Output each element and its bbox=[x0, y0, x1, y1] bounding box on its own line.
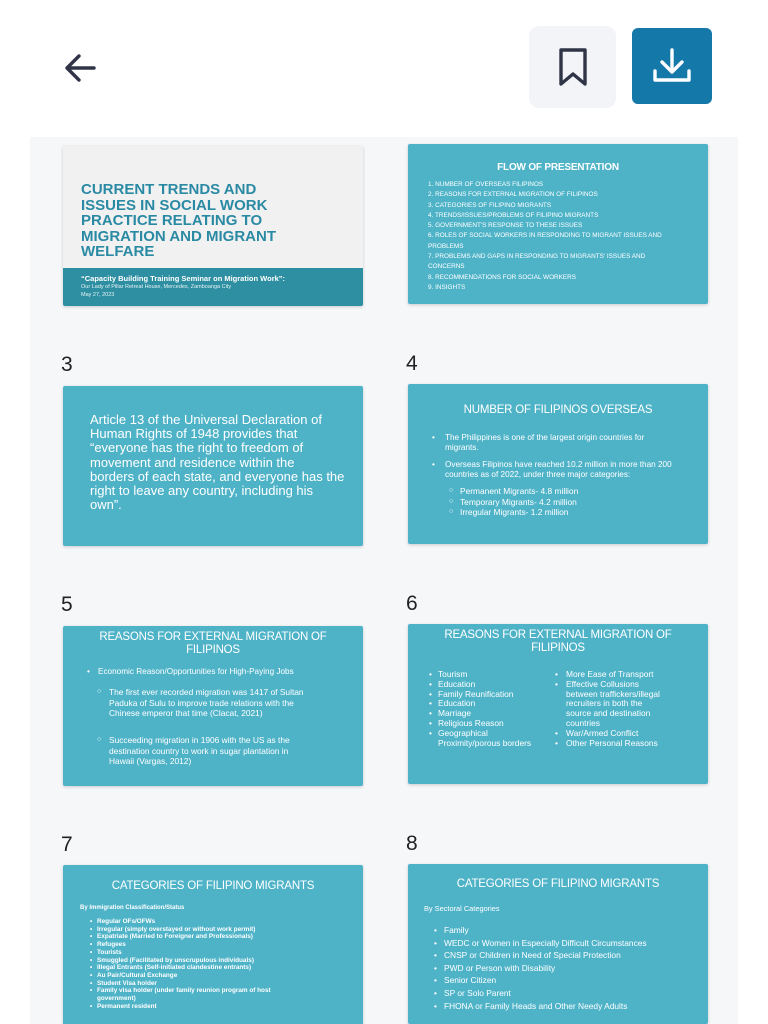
slide-title: CATEGORIES OF FILIPINO MIGRANTS bbox=[111, 880, 315, 892]
body-line: own”. bbox=[90, 497, 122, 513]
outline-item: 1. NUMBER OF OVERSEAS FILIPINOS bbox=[428, 181, 544, 188]
reason-item: source and destination bbox=[566, 708, 651, 719]
sector-item: WEDC or Women in Especially Difficult Circumstances bbox=[444, 937, 647, 948]
sub-item: Irregular Migrants- 1.2 million bbox=[460, 507, 569, 517]
bullet-line: Economic Reason/Opportunities for High-Paying Jobs bbox=[98, 667, 294, 676]
slide-thumbnail-4[interactable] bbox=[408, 384, 708, 544]
category-item: government) bbox=[97, 995, 136, 1003]
bullet-line: migrants. bbox=[445, 443, 479, 452]
reason-item: countries bbox=[566, 717, 600, 728]
slide-thumbnail-grid bbox=[30, 137, 738, 1024]
reason-item: Other Personal Reasons bbox=[566, 737, 658, 748]
body-line: Article 13 of the Universal Declaration of bbox=[90, 412, 322, 427]
reason-item: Proximity/porous borders bbox=[438, 737, 532, 748]
sector-item: PWD or Person with Disability bbox=[444, 962, 556, 973]
outline-item: 8. RECOMMENDATIONS FOR SOCIAL WORKERS bbox=[428, 273, 577, 281]
body-line: Human Rights of 1948 provides that bbox=[90, 426, 298, 442]
back-button[interactable] bbox=[58, 46, 102, 90]
category-item: Regular OFs/OFWs bbox=[97, 918, 156, 925]
presentation-outline bbox=[428, 180, 662, 293]
outline-item: 6. ROLES OF SOCIAL WORKERS IN RESPONDING TO MIGRANT ISSUES AND bbox=[428, 232, 662, 240]
slide-title bbox=[408, 629, 708, 655]
reasons-left-column: • Tourism • Education • Family Reunification • Education • Marriage • Religious Reason • Geographical Proximity/porous borders bbox=[429, 669, 532, 748]
seminar-date: May 27, 2023 bbox=[81, 292, 115, 298]
title-line: PRACTICE RELATING TO bbox=[81, 212, 263, 229]
title-line: FILIPINOS bbox=[186, 644, 240, 656]
reason-item: Religious Reason bbox=[438, 717, 504, 728]
reason-item: More Ease of Transport bbox=[566, 669, 654, 679]
category-list: • Regular OFs/OFWs • Irregular (simply overstayed or without work permit) • Expatriate (Married to Foreigner and Professionals) • Refugees • Tourists • Smuggled (Facilitated by unscrupulous individuals) • Illegal Entrants (Self-initiated clandestine entrants) • Au Pair/Cultural Exchange • Student Visa holder • Family visa holder (under family reunion program of host government) • Permanent resident bbox=[90, 918, 271, 1010]
reason-item: Geographical bbox=[438, 727, 488, 738]
slide-number-5: 5 bbox=[61, 593, 73, 616]
bullet-line: countries as of 2022, under three major categories: bbox=[445, 470, 631, 479]
category-item: Permanent resident bbox=[97, 1002, 157, 1010]
title-line: REASONS FOR EXTERNAL MIGRATION OF bbox=[444, 629, 672, 641]
body-line: borders of each state, and everyone has the bbox=[90, 468, 345, 484]
category-item: Family visa holder (under family reunion program of host bbox=[97, 987, 271, 995]
reasons-right-column: • More Ease of Transport • Effective Collusions between traffickers/illegal recruiters in both the source and destination countries • War/Armed Conflict • Other Personal Reasons bbox=[555, 669, 660, 748]
sub-line: Chinese emperor that time (Clacat, 2021) bbox=[109, 708, 263, 718]
sub-line: The first ever recorded migration was 1417 of Sultan bbox=[109, 687, 304, 697]
arrow-left-icon bbox=[63, 53, 97, 83]
top-toolbar bbox=[0, 0, 768, 136]
sector-item: SP or Solo Parent bbox=[444, 987, 511, 998]
reason-item: War/Armed Conflict bbox=[566, 727, 639, 738]
title-line: CURRENT TRENDS AND bbox=[81, 181, 257, 198]
outline-item: 5. GOVERNMENT'S RESPONSE TO THESE ISSUES bbox=[428, 222, 583, 230]
slide-body-text bbox=[90, 413, 352, 512]
reason-item: Effective Collusions bbox=[566, 678, 639, 689]
body-line: right to leave any country, including his bbox=[90, 483, 314, 499]
outline-item: 3. CATEGORIES OF FILIPINO MIGRANTS bbox=[428, 201, 552, 209]
bookmark-icon bbox=[557, 47, 589, 87]
reason-item: Marriage bbox=[438, 708, 472, 719]
reason-item: Tourism bbox=[438, 669, 468, 679]
bullet-line: Overseas Filipinos have reached 10.2 million in more than 200 bbox=[445, 460, 672, 469]
slide-title bbox=[81, 182, 351, 260]
slide-thumbnail-3[interactable] bbox=[63, 386, 363, 546]
category-item: Tourists bbox=[97, 948, 122, 956]
seminar-venue: Our Lady of Pillar Retreat House, Mercedes, Zamboanga City bbox=[81, 284, 232, 290]
reason-item: Family Reunification bbox=[438, 688, 514, 699]
slide-subtitle: By Immigration Classification/Status bbox=[80, 905, 185, 911]
category-item: Refugees bbox=[97, 941, 126, 949]
slide-number-4: 4 bbox=[406, 352, 418, 375]
category-item: Illegal Entrants (Self-initiated clandestine entrants) bbox=[97, 964, 252, 972]
body-line: movement and residence within the bbox=[90, 454, 295, 470]
download-icon bbox=[652, 47, 692, 85]
slide-number-6: 6 bbox=[406, 592, 418, 615]
reason-item: between traffickers/illegal bbox=[566, 688, 660, 699]
slide-thumbnail-8[interactable] bbox=[408, 864, 708, 1024]
slide-thumbnail-5[interactable] bbox=[63, 626, 363, 786]
category-item: Smuggled (Facilitated by unscrupulous individuals) bbox=[97, 956, 254, 964]
bookmark-button[interactable] bbox=[529, 26, 616, 108]
outline-item: 2. REASONS FOR EXTERNAL MIGRATION OF FILIPINOS bbox=[428, 191, 598, 199]
reason-item: recruiters in both the bbox=[566, 698, 643, 709]
title-line: FILIPINOS bbox=[531, 642, 585, 654]
sectoral-list: • Family • WEDC or Women in Especially Difficult Circumstances • CNSP or Children in Need of Special Protection • PWD or Person with Disability • Senior Citizen • SP or Solo Parent • FHONA or Family Heads and Other Needy Adults bbox=[434, 925, 647, 1011]
slide-bullet-list: • The Philippines is one of the largest origin countries for migrants. • Overseas Filipinos have reached 10.2 million in more than 200 countries as of 2022, under three major categories: ○ Permanent Migrants- 4.8 million ○ Temporary Migrants- 4.2 million ○ Irregular Migrants- 1.2 million bbox=[432, 433, 672, 517]
sector-item: Senior Citizen bbox=[444, 975, 497, 986]
slide-footer-band bbox=[63, 268, 363, 306]
slide-thumbnail-2[interactable] bbox=[408, 144, 708, 304]
sub-line: Paduka of Sulu to improve trade relations with the bbox=[109, 697, 294, 708]
slide-title bbox=[63, 631, 363, 657]
slide-thumbnail-6[interactable] bbox=[408, 624, 708, 784]
category-item: Student Visa holder bbox=[97, 979, 157, 987]
outline-item: CONCERNS bbox=[428, 263, 465, 271]
title-line: MIGRATION AND MIGRANT bbox=[81, 227, 276, 245]
title-line: REASONS FOR EXTERNAL MIGRATION OF bbox=[99, 631, 327, 643]
sub-item-2: ○ Succeeding migration in 1906 with the US as the destination country to work in sugar plantation in Hawaii (Vargas, 2012) bbox=[97, 735, 290, 766]
sub-line: destination country to work in sugar plantation in bbox=[109, 745, 289, 756]
sector-item: CNSP or Children in Need of Special Protection bbox=[444, 950, 621, 961]
slide-number-8: 8 bbox=[406, 832, 418, 855]
sub-item: Temporary Migrants- 4.2 million bbox=[460, 496, 577, 507]
bullet-line: The Philippines is one of the largest origin countries for bbox=[445, 433, 645, 442]
title-line: ISSUES IN SOCIAL WORK bbox=[81, 196, 268, 214]
reason-item: Education bbox=[438, 698, 476, 709]
slide-subtitle: By Sectoral Categories bbox=[424, 904, 500, 913]
sector-item: FHONA or Family Heads and Other Needy Adults bbox=[444, 1000, 628, 1011]
outline-item: 9. INSIGHTS bbox=[428, 283, 466, 291]
slide-number-7: 7 bbox=[61, 833, 73, 856]
sub-item-1: ○ The first ever recorded migration was 1417 of Sultan Paduka of Sulu to improve trade relations with the Chinese emperor that time (Clacat, 2021) bbox=[97, 687, 304, 718]
body-line: “everyone has the right to freedom of bbox=[90, 440, 304, 456]
sub-item: Permanent Migrants- 4.8 million bbox=[460, 486, 579, 496]
slide-thumbnail-1[interactable] bbox=[63, 146, 363, 306]
outline-item: PROBLEMS bbox=[428, 242, 464, 250]
reason-item: Education bbox=[438, 678, 476, 689]
category-item: Expatriate (Married to Foreigner and Professionals) bbox=[97, 933, 253, 941]
sector-item: Family bbox=[444, 925, 469, 935]
slide-title: NUMBER OF FILIPINOS OVERSEAS bbox=[463, 404, 653, 416]
outline-item: 7. PROBLEMS AND GAPS IN RESPONDING TO MIGRANTS' ISSUES AND bbox=[428, 253, 646, 261]
sub-line: Succeeding migration in 1906 with the US as the bbox=[109, 735, 290, 745]
slide-bullet: • Economic Reason/Opportunities for High-Paying Jobs bbox=[87, 667, 294, 676]
slide-title: FLOW OF PRESENTATION bbox=[497, 162, 619, 173]
download-button[interactable] bbox=[632, 28, 712, 104]
slide-number-3: 3 bbox=[61, 353, 73, 376]
sub-line: Hawaii (Vargas, 2012) bbox=[109, 756, 192, 766]
category-item: Au Pair/Cultural Exchange bbox=[97, 971, 178, 979]
seminar-title: “Capacity Building Training Seminar on Migration Work”: bbox=[81, 274, 286, 283]
slide-thumbnail-7[interactable] bbox=[63, 865, 363, 1024]
category-item: Irregular (simply overstayed or without work permit) bbox=[97, 925, 256, 933]
outline-item: 4. TRENDS/ISSUES/PROBLEMS OF FILIPINO MIGRANTS bbox=[428, 211, 599, 219]
title-line: WELFARE bbox=[81, 243, 155, 260]
slide-title: CATEGORIES OF FILIPINO MIGRANTS bbox=[456, 878, 660, 890]
